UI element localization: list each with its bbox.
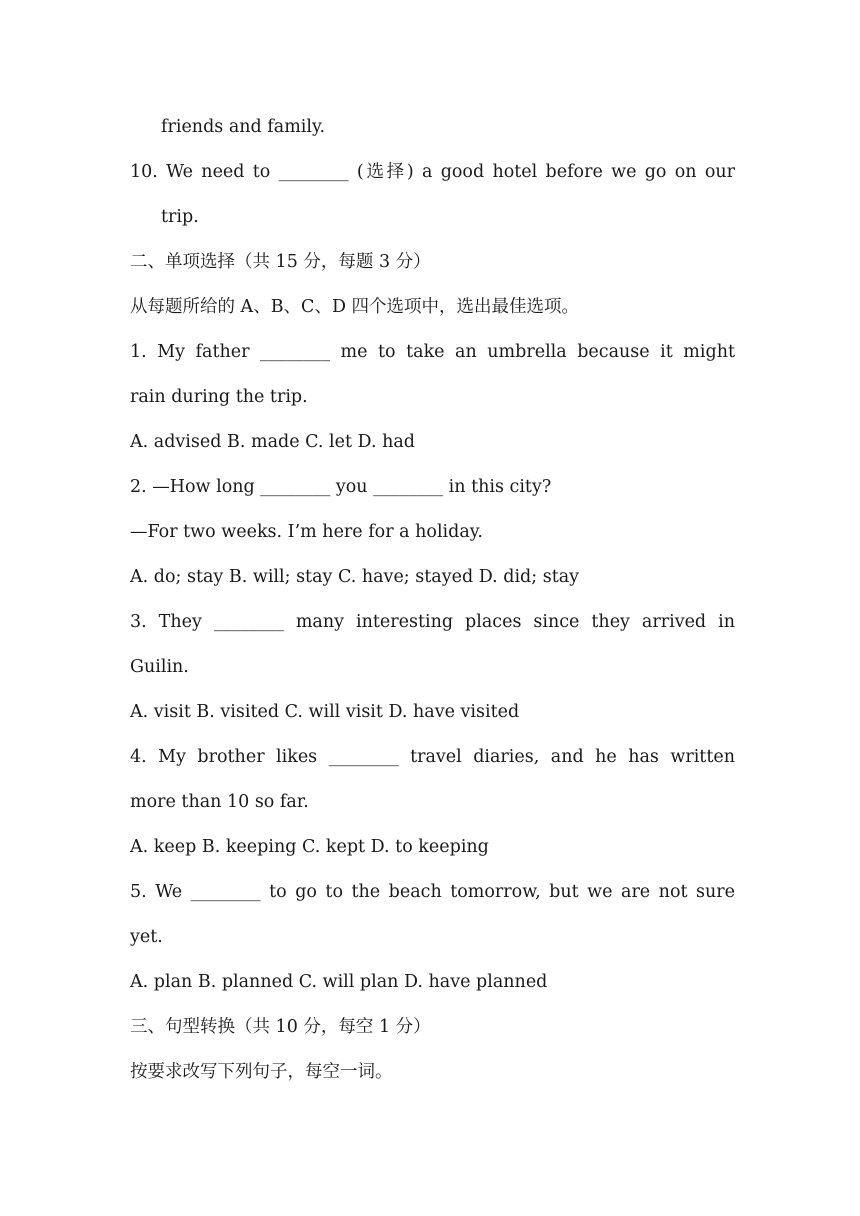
mc-question-4-continuation: more than 10 so far. bbox=[130, 792, 309, 812]
mc-question-3-options: A. visit B. visited C. will visit D. have visited bbox=[130, 702, 520, 722]
mc-question-2-reply: —For two weeks. I’m here for a holiday. bbox=[130, 522, 483, 542]
mc-question-3-continuation: Guilin. bbox=[130, 657, 189, 677]
section-3-instruction: 按要求改写下列句子，每空一词。 bbox=[130, 1062, 393, 1082]
mc-question-5-options: A. plan B. planned C. will plan D. have planned bbox=[130, 972, 548, 992]
mc-question-4-options: A. keep B. keeping C. kept D. to keeping bbox=[130, 837, 489, 857]
mc-question-3: 3. They ________ many interesting places since they arrived in bbox=[130, 612, 735, 632]
section-2-heading: 二、单项选择（共 15 分，每题 3 分） bbox=[130, 252, 431, 272]
mc-question-5: 5. We ________ to go to the beach tomorrow, but we are not sure bbox=[130, 882, 735, 902]
section-2-instruction: 从每题所给的 A、B、C、D 四个选项中，选出最佳选项。 bbox=[130, 297, 580, 317]
mc-question-1: 1. My father ________ me to take an umbrella because it might bbox=[130, 342, 735, 362]
mc-question-1-options: A. advised B. made C. let D. had bbox=[130, 432, 415, 452]
question-10: 10. We need to ________ (选择) a good hotel before we go on our bbox=[130, 162, 735, 182]
mc-question-4: 4. My brother likes ________ travel diaries, and he has written bbox=[130, 747, 735, 767]
mc-question-1-continuation: rain during the trip. bbox=[130, 387, 308, 407]
mc-question-2-options: A. do; stay B. will; stay C. have; stayed D. did; stay bbox=[130, 567, 580, 587]
mc-question-2: 2. —How long ________ you ________ in this city? bbox=[130, 477, 552, 497]
section-3-heading: 三、句型转换（共 10 分，每空 1 分） bbox=[130, 1017, 431, 1037]
mc-question-5-continuation: yet. bbox=[130, 927, 163, 947]
q9-continuation: friends and family. bbox=[161, 117, 326, 137]
q10-continuation: trip. bbox=[161, 207, 199, 227]
